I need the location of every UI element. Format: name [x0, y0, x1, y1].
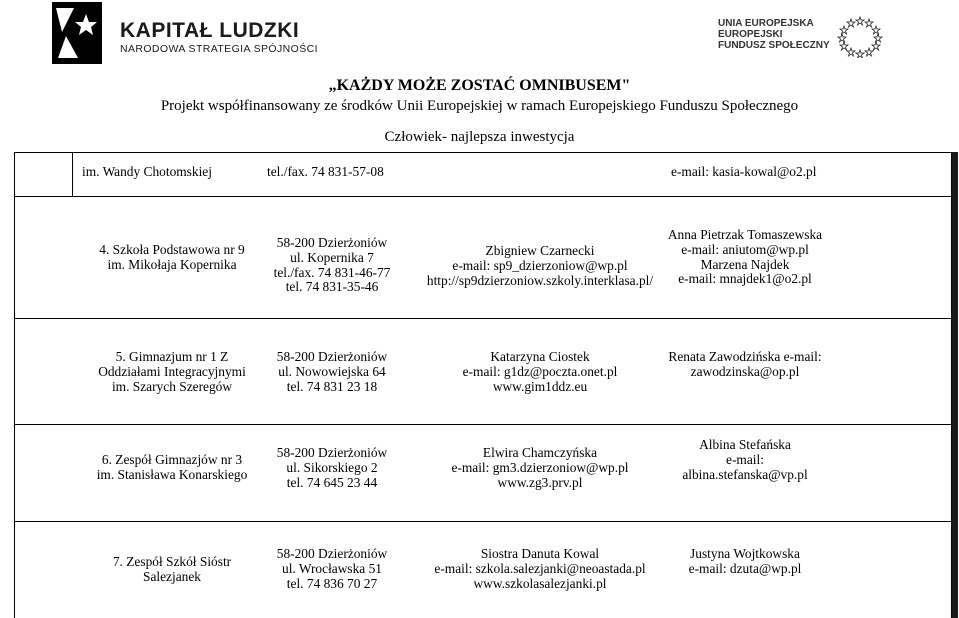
logo-title: KAPITAŁ LUDZKI	[120, 19, 300, 42]
school-name-line: im. Szarych Szeregów	[111, 378, 233, 394]
project-motto: Człowiek- najlepsza inwestycja	[384, 129, 575, 145]
eu-stars-flag-icon	[830, 14, 890, 58]
contact-line: Zbigniew Czarnecki	[485, 243, 595, 258]
table-row-7-school	[72, 555, 272, 585]
address-line: 58-200 Dzierżoniów	[276, 235, 388, 250]
coordinator-line: Justyna Wojtkowska	[690, 546, 800, 561]
table-row-6-contact	[420, 446, 660, 490]
address-line: 58-200 Dzierżoniów	[276, 349, 388, 364]
kapital-ludzki-emblem-icon	[52, 2, 102, 64]
address-line: ul. Sikorskiego 2	[286, 459, 378, 475]
address-line: tel. 74 645 23 44	[286, 474, 378, 490]
coordinator-line: Marzena Najdek	[700, 256, 790, 272]
contact-line: www.zg3.prv.pl	[497, 474, 583, 490]
table-row-7-coordinator	[650, 547, 840, 577]
contact-line: Elwira Chamczyńska	[482, 445, 598, 460]
ue-line-1: UNIA EUROPEJSKA	[718, 18, 814, 29]
table-row-6-address	[252, 446, 412, 490]
contact-line: www.gim1ddz.eu	[492, 378, 588, 394]
row-divider	[14, 318, 952, 319]
top-row-phone: tel./fax. 74 831-57-08	[267, 164, 384, 179]
school-name-line: Oddziałami Integracyjnymi	[98, 363, 246, 379]
contact-line: www.szkolasalezjanki.pl	[473, 575, 607, 591]
table-row-5-coordinator	[650, 350, 840, 380]
address-line: tel./fax. 74 831-46-77	[273, 264, 391, 280]
table-row-4-school	[72, 243, 272, 273]
row-divider	[14, 196, 952, 197]
coordinator-line: e-mail: dzuta@wp.pl	[688, 560, 802, 576]
school-name-line: im. Mikołaja Kopernika	[107, 256, 237, 272]
top-row-email: e-mail: kasia-kowal@o2.pl	[671, 164, 817, 179]
coordinator-line: Albina Stefańska	[699, 437, 791, 452]
unia-europejska-logo	[718, 14, 928, 60]
contact-line: e-mail: gm3.dzierzoniow@wp.pl	[451, 459, 629, 475]
coordinator-line: e-mail: mnajdek1@o2.pl	[678, 271, 812, 287]
school-name-line: Salezjanek	[143, 568, 201, 584]
project-title: „KAŻDY MOŻE ZOSTAĆ OMNIBUSEM"	[328, 77, 631, 94]
table-row-6-school	[72, 453, 272, 483]
contact-line: e-mail: szkola.salezjanki@neoastada.pl	[434, 560, 646, 576]
coordinator-line: zawodzinska@op.pl	[690, 363, 800, 379]
address-line: 58-200 Dzierżoniów	[276, 445, 388, 460]
school-name-line: 4. Szkoła Podstawowa nr 9	[99, 242, 245, 257]
table-row-4-coordinator	[650, 228, 840, 287]
school-name-line: 7. Zespół Szkół Sióstr	[112, 554, 232, 569]
row-divider	[14, 424, 952, 425]
address-line: ul. Wrocławska 51	[282, 560, 382, 576]
address-line: tel. 74 836 70 27	[286, 575, 378, 591]
address-line: tel. 74 831-35-46	[285, 279, 379, 295]
contact-line: Katarzyna Ciostek	[490, 349, 590, 364]
coordinator-line: e-mail:	[726, 451, 764, 467]
school-name-line: 5. Gimnazjum nr 1 Z	[115, 349, 229, 364]
ue-line-3: FUNDUSZ SPOŁECZNY	[718, 40, 830, 51]
logo-subtitle: NARODOWA STRATEGIA SPÓJNOŚCI	[120, 43, 318, 55]
table-row-5-school	[72, 350, 272, 394]
table-row-4-contact	[420, 244, 660, 288]
top-row-school-name: im. Wandy Chotomskiej	[82, 164, 212, 179]
coordinator-line: Renata Zawodzińska e-mail:	[668, 349, 822, 364]
contact-line: http://sp9dzierzoniow.szkoly.interklasa.pl/	[426, 272, 654, 288]
contact-line: Siostra Danuta Kowal	[480, 546, 600, 561]
address-line: ul. Nowowiejska 64	[278, 363, 386, 379]
address-line: ul. Kopernika 7	[290, 249, 374, 265]
table-row-6-coordinator	[650, 438, 840, 482]
contact-line: e-mail: g1dz@poczta.onet.pl	[462, 363, 618, 379]
table-row-4-address	[252, 236, 412, 295]
kapital-ludzki-logo	[52, 2, 452, 66]
table-row-7-address	[252, 547, 412, 591]
table-shadow	[952, 152, 958, 618]
address-line: tel. 74 831 23 18	[286, 378, 378, 394]
coordinator-line: Anna Pietrzak Tomaszewska	[667, 227, 823, 242]
ue-line-2: EUROPEJSKI	[718, 29, 783, 40]
row-divider	[14, 521, 952, 522]
coordinator-line: albina.stefanska@vp.pl	[682, 466, 808, 482]
table-row-5-address	[252, 350, 412, 394]
column-divider	[72, 152, 73, 196]
table-row-5-contact	[420, 350, 660, 394]
table-row-7-contact	[420, 547, 660, 591]
coordinator-line: e-mail: aniutom@wp.pl	[681, 241, 809, 257]
project-subtitle: Projekt współfinansowany ze środków Unii Europejskiej w ramach Europejskiego Funduszu Społecznego	[160, 98, 799, 114]
school-name-line: 6. Zespół Gimnazjów nr 3	[101, 452, 243, 467]
contact-line: e-mail: sp9_dzierzoniow@wp.pl	[452, 257, 628, 273]
address-line: 58-200 Dzierżoniów	[276, 546, 388, 561]
school-name-line: im. Stanisława Konarskiego	[96, 466, 248, 482]
